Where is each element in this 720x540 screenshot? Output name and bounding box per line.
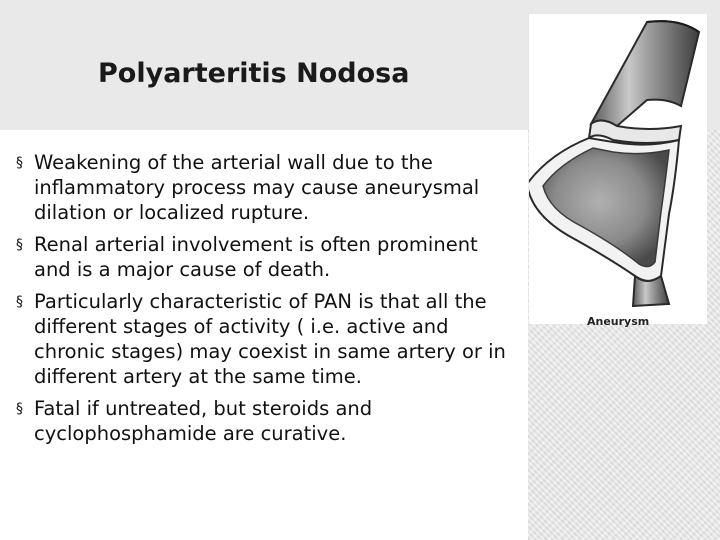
bullet-text: Fatal if untreated, but steroids and cyclophosphamide are curative. [34,397,373,445]
bullet-marker-icon: § [16,237,23,253]
bullet-item [14,150,514,225]
bullet-marker-icon: § [16,401,23,417]
aneurysm-figure [529,14,707,328]
bullet-marker-icon: § [16,294,23,310]
bullet-marker-icon: § [16,155,23,171]
figure-caption: Aneurysm [587,315,650,328]
bullet-text: Weakening of the arterial wall due to the inflammatory process may cause aneurysmal dilation or localized rupture. [34,151,480,224]
artery-aneurysm-illustration-icon [529,14,707,314]
bullet-text: Renal arterial involvement is often prominent and is a major cause of death. [34,233,478,281]
slide-title: Polyarteritis Nodosa [98,58,410,89]
bullet-item [14,289,514,389]
bullet-item [14,396,514,446]
bullet-item [14,232,514,282]
bullet-list [14,150,514,453]
bullet-text: Particularly characteristic of PAN is that all the different stages of activity ( i.e. active and chronic stages) may coexist in same artery or in different artery at the same time. [34,290,506,388]
